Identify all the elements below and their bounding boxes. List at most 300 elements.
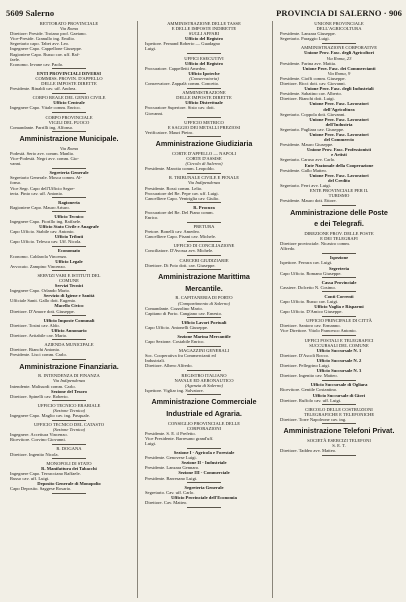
- entry-line: Ingegnere Capo. Cappellone Giuseppe.: [10, 46, 83, 52]
- office-subtitle: Ufficio del Registro: [185, 36, 223, 42]
- entry-line: Segretario. Pagliara cav. Giuseppe.: [280, 126, 345, 132]
- office-subtitle: Economato: [57, 248, 81, 254]
- running-title: PROVINCIA DI SALERNO · 906: [276, 7, 402, 18]
- office-address: (Circolo di Salerno): [185, 161, 223, 167]
- office-subtitle: Ufficio Provinciale dell'Economia: [171, 494, 237, 500]
- office-title: UFFICIO METRICO: [184, 119, 224, 125]
- divider: [322, 455, 356, 456]
- divider: [187, 346, 221, 347]
- office-title: AMMINISTRAZIONE: [182, 90, 226, 96]
- office-title: S. E. T.: [332, 443, 346, 449]
- office-title: SOCIETÀ ESERCIZI TELEFONI: [307, 438, 371, 444]
- entry-line: Capitano di Porto. Cangiano cav. Ernesto.: [145, 310, 223, 316]
- heading-commercial-2: Industriale ed Agraria.: [166, 409, 242, 419]
- directory-block: [141, 56, 267, 87]
- office-address: (Sezione Tecnica): [52, 407, 86, 413]
- office-subtitle: Ufficio Lavori Portuali: [181, 319, 227, 325]
- entry-line: Procuratore Superiore. Sisto cav. dott.: [145, 105, 215, 111]
- directory-block: [141, 175, 267, 200]
- entry-line: Direttore. Spinelli cav. Roberto.: [10, 393, 69, 399]
- entry-line: Ragioniere Capo. Mauro Arturo.: [10, 204, 70, 210]
- divider: [322, 316, 356, 317]
- entry-line: Cancelliere Capo. Ventriglia cav. Giulio.: [145, 195, 220, 201]
- entry-line: Segretario. Coppola dott. Giovanni.: [280, 111, 346, 117]
- office-subtitle: Conti Correnti: [324, 293, 354, 299]
- divider: [187, 136, 221, 137]
- directory-block: [276, 318, 402, 333]
- office-address: (Conservatoria): [189, 75, 219, 81]
- office-title: R. INTENDENZA DI FINANZA: [38, 373, 100, 379]
- divider: [322, 380, 356, 381]
- divider: [187, 222, 221, 223]
- entry-line: Direttore. Torre Napoleone cav. ing.: [280, 416, 347, 422]
- heading-maritime-2: Mercantile.: [185, 283, 223, 293]
- directory-block: [6, 318, 132, 338]
- entry-line: Ingegnere Capo. Orlando Mario.: [10, 288, 71, 294]
- entry-line: Segretario. Paraggio Luigi.: [280, 36, 330, 42]
- entry-line: Direttore. D'Amore dott. Giuseppe.: [10, 308, 75, 314]
- divider: [52, 93, 86, 94]
- office-subtitle: Unione Prov. Fasc. degli Agricoltori: [304, 50, 374, 56]
- divider: [322, 291, 356, 292]
- office-title: UFFICI ESECUTIVI: [184, 55, 224, 61]
- directory-block: [6, 170, 132, 195]
- divider: [187, 394, 221, 395]
- office-subtitle: Ufficio Succursale di Ogliara: [310, 382, 368, 388]
- heading-postal: Amministrazione delle Poste: [290, 207, 388, 217]
- entry-line: Presidente. Barresano Luigi.: [145, 475, 198, 481]
- entry-line: Presidente. Mauro dott. Ettore.: [280, 198, 337, 204]
- office-subtitle: dell'Agricoltura: [323, 106, 355, 112]
- office-title: SUGLI AFFARI: [188, 31, 220, 37]
- office-subtitle: Ufficio Tecnico: [54, 213, 84, 219]
- directory-page: [6, 6, 402, 598]
- office-title: AMMINISTRAZIONE CORPORATIVE: [300, 45, 378, 51]
- office-address: (Sezione Tecnica): [52, 427, 86, 433]
- divider: [52, 211, 86, 212]
- entry-line: Segretario capo. Tabet avv. Leo.: [10, 41, 70, 47]
- entry-line: Ispettore. Fernand Roberto — Guadagno: [145, 41, 221, 47]
- office-address: Via Indipendenza: [188, 180, 220, 186]
- directory-block: [6, 214, 132, 245]
- office-subtitle: Ufficio Annonario: [51, 327, 87, 333]
- entry-line: Presidente. Lisci comm. Carlo.: [10, 352, 67, 358]
- office-title: VIGILI DEL FUOCO: [48, 119, 90, 125]
- divider: [52, 270, 86, 271]
- directory-block: [6, 422, 132, 442]
- office-subtitle: del Credito: [328, 177, 350, 183]
- heading-financial: Amministrazione Finanziaria.: [19, 361, 119, 371]
- office-subtitle: Segreteria Generale: [184, 484, 224, 490]
- directory-block: [276, 382, 402, 402]
- directory-block: [141, 320, 267, 330]
- office-title: CORTE D'APPELLO — NAPOLI: [172, 150, 236, 156]
- entry-line: Capo Ufficio. Antonelli Giuseppe.: [145, 324, 209, 330]
- directory-block: [276, 280, 402, 290]
- directory-block: [141, 224, 267, 239]
- directory-block: [276, 338, 402, 379]
- office-title: PRETURA: [193, 224, 215, 230]
- office-subtitle: Unione Prov. Fasc. degli Industriali: [304, 86, 374, 92]
- divider: [187, 370, 221, 371]
- column-1: [6, 21, 132, 598]
- entry-line: Ragioniere Capo. Russo cav. uff. Raf-: [10, 51, 80, 57]
- office-title: UFFICIO DI CONCILIAZIONE: [173, 243, 235, 249]
- office-subtitle: Sezione II - Industriale: [181, 460, 227, 466]
- directory-block: [141, 21, 267, 52]
- entry-line: Segretario. Ferri avv. Luigi.: [280, 182, 331, 188]
- office-title: TELEGRAFICHE E TELEFONICHE: [303, 411, 375, 417]
- entry-line: Verificatore. Mauri Pietro.: [145, 129, 194, 135]
- office-subtitle: Unione Prov. Fasc. Lavoratori: [309, 116, 369, 122]
- directory-block: [141, 334, 267, 344]
- entry-line: Presidente. Marotta comm. Leopoldo.: [145, 166, 215, 172]
- entry-line: Pretore. Bonelli cav. Amedeo.: [145, 229, 201, 235]
- divider: [187, 255, 221, 256]
- directory-block: [141, 205, 267, 220]
- directory-block: [276, 21, 402, 41]
- divider: [52, 112, 86, 113]
- directory-block: [6, 273, 132, 314]
- office-title: CORTE D'ASSISE: [186, 156, 222, 162]
- office-subtitle: R. Manifattura dei Tabacchi: [41, 465, 97, 471]
- office-subtitle: Unione Prov. Fasc. Lavoratori: [309, 131, 369, 137]
- columns: [6, 21, 402, 598]
- directory-block: [276, 294, 402, 314]
- directory-block: [141, 373, 267, 393]
- entry-line: Ufficiale Sanit. Gallo dott. Eugenio.: [10, 298, 77, 304]
- office-address: Via Roma, 23: [326, 55, 352, 61]
- entry-line: Conciliatore. D'Avossa avv. Michele.: [145, 248, 214, 254]
- office-title: DELL'AGRICOLTURA: [316, 26, 362, 32]
- office-subtitle: Sezione III - Commerciale: [178, 470, 230, 476]
- entry-line: Ingegnere Capo. Fiorillo ing. Raffaele.: [10, 219, 82, 224]
- entry-line: Direttore. Bianchi dott. Luigi.: [280, 96, 335, 102]
- heading-commercial: Amministrazione Commerciale: [151, 397, 257, 407]
- entry-line: Enrico.: [145, 215, 159, 220]
- entry-line: Comandante. Parrilli ing. Alfonso.: [10, 124, 74, 130]
- entry-line: fonso.: [10, 180, 22, 186]
- divider: [52, 359, 86, 360]
- divider: [52, 131, 86, 132]
- entry-line: Capo Ufficio. Stabile cav. Antonio.: [10, 229, 75, 235]
- entry-line: Vice-Preside. Granullo ing. Emilio.: [10, 36, 76, 42]
- entry-line: Ingegnere Capo. Maglio cav. ing. Pasquale.: [10, 413, 90, 418]
- heading-maritime: Amministrazione Marittima: [158, 272, 250, 282]
- divider: [52, 246, 86, 247]
- entry-line: Industriali.: [145, 358, 166, 364]
- office-address: Via Roma: [60, 26, 78, 32]
- divider: [187, 241, 221, 242]
- office-subtitle: del Commercio: [324, 137, 354, 143]
- office-subtitle: Ufficio Legale: [55, 258, 83, 264]
- office-subtitle: Unione Prov. Fasc. Lavoratori: [309, 172, 369, 178]
- divider: [52, 339, 86, 340]
- office-title: SERVIZI VARI E ISTITUTI DEL: [37, 272, 101, 278]
- directory-block: [6, 342, 132, 357]
- directory-block: [141, 421, 267, 446]
- office-title: CARCERI GIUDIZIARIE: [179, 257, 229, 263]
- office-address: (Agenzia di Salerno): [184, 382, 224, 388]
- office-title: AMMINISTRAZIONE DELLE TASSE: [167, 21, 241, 26]
- entry-line: Direttore provinciale. Nicastro comm.: [280, 241, 351, 247]
- directory-block: [6, 461, 132, 492]
- entry-line: Presidente. Rossi comm. Lelio.: [145, 185, 203, 191]
- office-title: CORPO REALE DEL GENIO CIVILE: [32, 95, 106, 101]
- office-subtitle: Ufficio Vaglia e Risparmi: [314, 304, 364, 310]
- entry-line: Capo Ufficio. Telesca cav. Uff. Nicola.: [10, 239, 82, 245]
- entry-line: Ingegnere Capo. Terracciano Raffaele.: [10, 470, 81, 476]
- directory-block: [141, 258, 267, 268]
- entry-line: Capo Sezione. Costabile Enrico.: [145, 339, 205, 345]
- office-title: UFFICIO TECNICO DEL CATASTO: [33, 422, 105, 428]
- entry-line: Direttore: Preside. Troiano prof. Gaetano.: [10, 31, 87, 37]
- office-subtitle: Ufficio Distrettuale: [185, 100, 223, 106]
- entry-line: Luigi.: [145, 46, 157, 52]
- entry-line: Giovanni.: [145, 110, 164, 116]
- directory-block: [276, 407, 402, 422]
- office-subtitle: Segreteria: [328, 265, 350, 271]
- directory-block: [6, 200, 132, 210]
- entry-line: Direttore. Pellegrino Luigi.: [280, 363, 331, 369]
- entry-line: Presidente. Sabatino cav. Alberto.: [280, 91, 342, 97]
- entry-line: Presidente. Gallo Matteo.: [280, 167, 327, 173]
- block-title: ENTI PROVINCIALI DIVERSI: [36, 70, 102, 76]
- divider: [187, 202, 221, 203]
- entry-line: Podestà. Serio avv. comm. Manlio.: [10, 150, 75, 156]
- entry-line: Ricevitore. Gentile Costantino.: [280, 387, 338, 393]
- entry-line: Presidente. S. E. il Prefetto.: [145, 430, 196, 436]
- office-subtitle: Macello Civico: [54, 303, 84, 309]
- entry-line: Presidente. Lanzara Giuseppe.: [280, 31, 336, 37]
- directory-block: [141, 295, 267, 315]
- divider: [187, 117, 221, 118]
- divider: [52, 315, 86, 316]
- office-title: CIRCOLO DELLE COSTRUZIONI: [305, 406, 373, 412]
- office-address: Via Indipendenza: [53, 378, 85, 384]
- office-subtitle: Cassa Provinciale: [321, 279, 357, 285]
- heading-telephone: Amministrazione Telefoni Privat.: [283, 426, 395, 436]
- entry-line: Capo Ufficio. Russo cav. Luigi.: [280, 299, 339, 304]
- directory-block: [141, 243, 267, 253]
- entry-line: Direttore. D'Ascoli Rocco.: [280, 352, 330, 358]
- directory-block: [141, 348, 267, 368]
- office-subtitle: Deposito Generale di Monopolio: [37, 481, 101, 487]
- entry-line: Intendente. Malisurdi comm. Carlo.: [10, 383, 76, 389]
- divider: [187, 88, 221, 89]
- office-title: UNIONE PROVINCIALE: [314, 21, 364, 26]
- entry-line: Presidente. Rinaldi cav. uff. Andrea.: [10, 86, 77, 92]
- entry-line: Ricevitore. Corvino Giovanni.: [10, 437, 66, 443]
- heading-municipal: Amministrazione Municipale.: [19, 134, 119, 144]
- entry-line: Direttore. Ingenito cav. Matteo.: [280, 373, 338, 379]
- entry-line: Economo. Ievane cav. Paolo.: [10, 61, 64, 67]
- office-subtitle: Servizi Tecnici: [54, 283, 84, 289]
- office-title: E SAGGIO DEI METALLI PREZIOSI: [167, 124, 241, 130]
- office-title: UFFICIO TECNICO ERARIALE: [37, 402, 101, 408]
- directory-block: [276, 45, 402, 203]
- directory-block: [276, 255, 402, 275]
- entry-line: Cassiere. Dolcetto N. Cosimo.: [280, 284, 336, 290]
- entry-line: Soc. Cooperativa fra Commercianti ed: [145, 353, 216, 359]
- office-address: (Compartimento di Salerno): [177, 300, 231, 306]
- divider: [322, 253, 356, 254]
- office-title: MAGAZZINI GENERALI: [178, 348, 230, 354]
- entry-line: Conservatore. Zappalà comm. Concetto.: [145, 81, 220, 87]
- office-subtitle: Segreteria Generale: [49, 170, 89, 176]
- office-title: DIREZIONE PROV. DELLE POSTE: [304, 230, 374, 236]
- office-subtitle: Servizio di Igiene e Sanità: [43, 293, 95, 299]
- entry-line: Russo cav. uff. Luigi.: [10, 475, 50, 481]
- directory-block: [6, 403, 132, 418]
- entry-line: Presidente. Mauro Giuseppe.: [280, 142, 334, 148]
- office-subtitle: Ufficio del Registro: [185, 60, 223, 66]
- office-title: R. CAPITANERIA DI PORTO: [175, 295, 233, 301]
- directory-block: [6, 21, 132, 67]
- office-title: E DELLE IMPOSTE INDIRETTE: [171, 26, 237, 32]
- directory-block: [276, 438, 402, 453]
- entry-line: Direttore. Taddeo avv. Matteo.: [280, 448, 337, 454]
- entry-line: teria. Pinto cav. uff. Antonio.: [10, 190, 64, 196]
- entry-line: Presidente. Cioffi comm. Giuseppe.: [280, 75, 346, 81]
- office-subtitle: e Artisti: [331, 152, 347, 158]
- divider: [52, 458, 86, 459]
- office-title: CORPORAZIONI: [186, 425, 222, 431]
- office-subtitle: Ufficio Stato Civile e Anagrafe: [39, 224, 99, 230]
- office-title: SUCCURSALI DEL COMUNE: [309, 342, 369, 348]
- divider: [322, 335, 356, 336]
- entry-line: Procuratore del Re. Del Piano comm.: [145, 209, 214, 215]
- office-subtitle: Ufficio Succursale di Giovi: [312, 392, 366, 398]
- office-title: UFFICIO PRINCIPALE DI CITTÀ: [306, 318, 372, 324]
- office-subtitle: Sezione del Tesoro: [51, 388, 87, 394]
- entry-line: Cancelliere Capo. Pisani cav. Michele.: [145, 234, 217, 240]
- entry-line: Direttore. Ruffolo cav. uff. Luigi.: [280, 397, 342, 403]
- entry-line: Ingegnere. Accettura Vincenzo.: [10, 432, 68, 438]
- divider: [52, 197, 86, 198]
- divider: [52, 68, 86, 69]
- office-subtitle: Ente Nazionale della Cooperazione: [304, 162, 374, 168]
- divider: [187, 269, 221, 270]
- office-subtitle: Ufficio Imposte Comunali: [43, 317, 95, 323]
- directory-block: [6, 95, 132, 110]
- office-title: COMUNE: [59, 277, 79, 283]
- office-title: UFFICI POSTALI E TELEGRAFICI: [304, 337, 374, 343]
- entry-line: Direttore. Ingenito Nicola.: [10, 451, 59, 457]
- entry-line: Direttore. Cav. Matteo.: [145, 499, 188, 505]
- office-subtitle: Ufficio Succursale N. 3: [316, 368, 362, 374]
- directory-block: [6, 373, 132, 398]
- office-subtitle: Unione Prov. Fasc. Professionisti: [306, 147, 371, 153]
- entry-line: Comandante. Cozzolino Mario.: [145, 305, 203, 311]
- office-title: R. DOGANA: [56, 446, 82, 452]
- office-title: R. TRIBUNALE CIVILE E PENALE: [168, 175, 240, 181]
- divider: [322, 404, 356, 405]
- office-title: E DEI TELEGRAFI: [320, 236, 358, 242]
- office-address: Via Roma: [60, 145, 78, 151]
- entry-line: faele.: [10, 56, 21, 62]
- entry-line: vanni.: [10, 161, 22, 167]
- office-subtitle: R. Procura: [193, 204, 215, 210]
- directory-block: [6, 115, 132, 130]
- divider: [187, 448, 221, 449]
- office-title: NAVALE ED AERONAUTICO: [174, 377, 234, 383]
- entry-line: Direttore. Tosini cav. Aldo.: [10, 322, 60, 328]
- office-subtitle: Ufficio Succursale N. 1: [316, 347, 362, 353]
- divider: [322, 277, 356, 278]
- office-address: Via Roma, 9: [327, 70, 351, 76]
- entry-line: Luigi.: [145, 441, 157, 446]
- directory-block: [141, 485, 267, 505]
- entry-line: Vice-Podestà. Negri avv. comm. Gio-: [10, 156, 79, 162]
- directory-block: [141, 151, 267, 171]
- entry-line: Vice Direttore. Vitolo Francesco Antonio.: [280, 328, 357, 334]
- entry-line: Direttore. Avitabile cav. Mario.: [10, 332, 68, 338]
- office-title: DELLE IMPOSTE DIRETTE: [176, 95, 232, 101]
- page-number-city: 5609 Salerno: [6, 7, 55, 18]
- column-3: [272, 21, 402, 598]
- entry-line: Segretario. Cav. uff. Carlo.: [145, 489, 195, 495]
- office-title: ENTE PROVINCIALE PER IL: [309, 188, 369, 193]
- divider: [52, 420, 86, 421]
- entry-line: Direttore. Santoro cav. Ermanno.: [280, 323, 341, 329]
- divider: [52, 493, 86, 494]
- directory-block: [6, 146, 132, 166]
- entry-line: Direttore. Albero Alfredo.: [145, 363, 193, 369]
- divider: [187, 507, 221, 508]
- divider: [322, 43, 356, 44]
- office-title: CORPO PROVINCIALE: [45, 114, 93, 120]
- entry-line: Procuratore del Re. Pepe cav. uff. Luigi.: [145, 190, 219, 196]
- heading-judicial: Amministrazione Giudiziaria: [155, 139, 253, 149]
- office-subtitle: Unione Prov. Fasc. dei Commercianti: [302, 65, 376, 71]
- entry-line: Direttore. Bianchi Antonio.: [10, 347, 61, 353]
- divider: [52, 168, 86, 169]
- office-subtitle: Unione Prov. Fasc. Lavoratori: [309, 101, 369, 107]
- directory-block: [141, 450, 267, 481]
- entry-line: Direttore. Di Poto dott. cav. Giuseppe.: [145, 262, 216, 268]
- entry-line: Vice Segr. Capo dell'Ufficio Segre-: [10, 185, 75, 191]
- office-subtitle: Ufficio Succursale N. 2: [316, 357, 362, 363]
- office-subtitle: Sezione Marina Mercantile: [177, 334, 231, 339]
- entry-line: Presidente. Lanzara Gennaro.: [145, 465, 200, 471]
- office-title: REGISTRO ITALIANO: [181, 372, 227, 378]
- directory-block: [6, 248, 132, 268]
- page-header: [6, 6, 402, 19]
- office-title: MONOPOLI DI STATO: [46, 460, 92, 466]
- directory-block: [6, 71, 132, 91]
- divider: [52, 400, 86, 401]
- office-subtitle: Ispezione: [329, 255, 349, 261]
- divider: [52, 444, 86, 445]
- divider: [322, 423, 356, 424]
- entry-line: Avvocato. Zampino Vincenzo.: [10, 263, 66, 269]
- divider: [322, 205, 356, 206]
- divider: [187, 173, 221, 174]
- office-title: COMMISS. PROVIN. D'APPELLO: [35, 75, 103, 81]
- entry-line: Procuratore. Cappelletti Amedeo.: [145, 65, 207, 71]
- office-subtitle: Ufficio Tributi: [54, 234, 84, 240]
- office-title: DELLE IMPOSTE DIRETTE: [41, 81, 97, 87]
- office-subtitle: Sezione I - Agricola e Forestale: [173, 450, 235, 456]
- directory-block: [141, 120, 267, 135]
- entry-line: Segretario. Caruso avv. Carlo.: [280, 157, 336, 163]
- entry-line: Ispettore. Vigliar ing. Salvatore.: [145, 387, 204, 393]
- office-subtitle: Ufficio Centrale: [53, 100, 85, 106]
- entry-line: Ispettore. Ferrara cav. Luigi.: [280, 260, 333, 266]
- entry-line: Capo Ufficio. Romano Giuseppe.: [280, 270, 342, 276]
- directory-block: [6, 446, 132, 456]
